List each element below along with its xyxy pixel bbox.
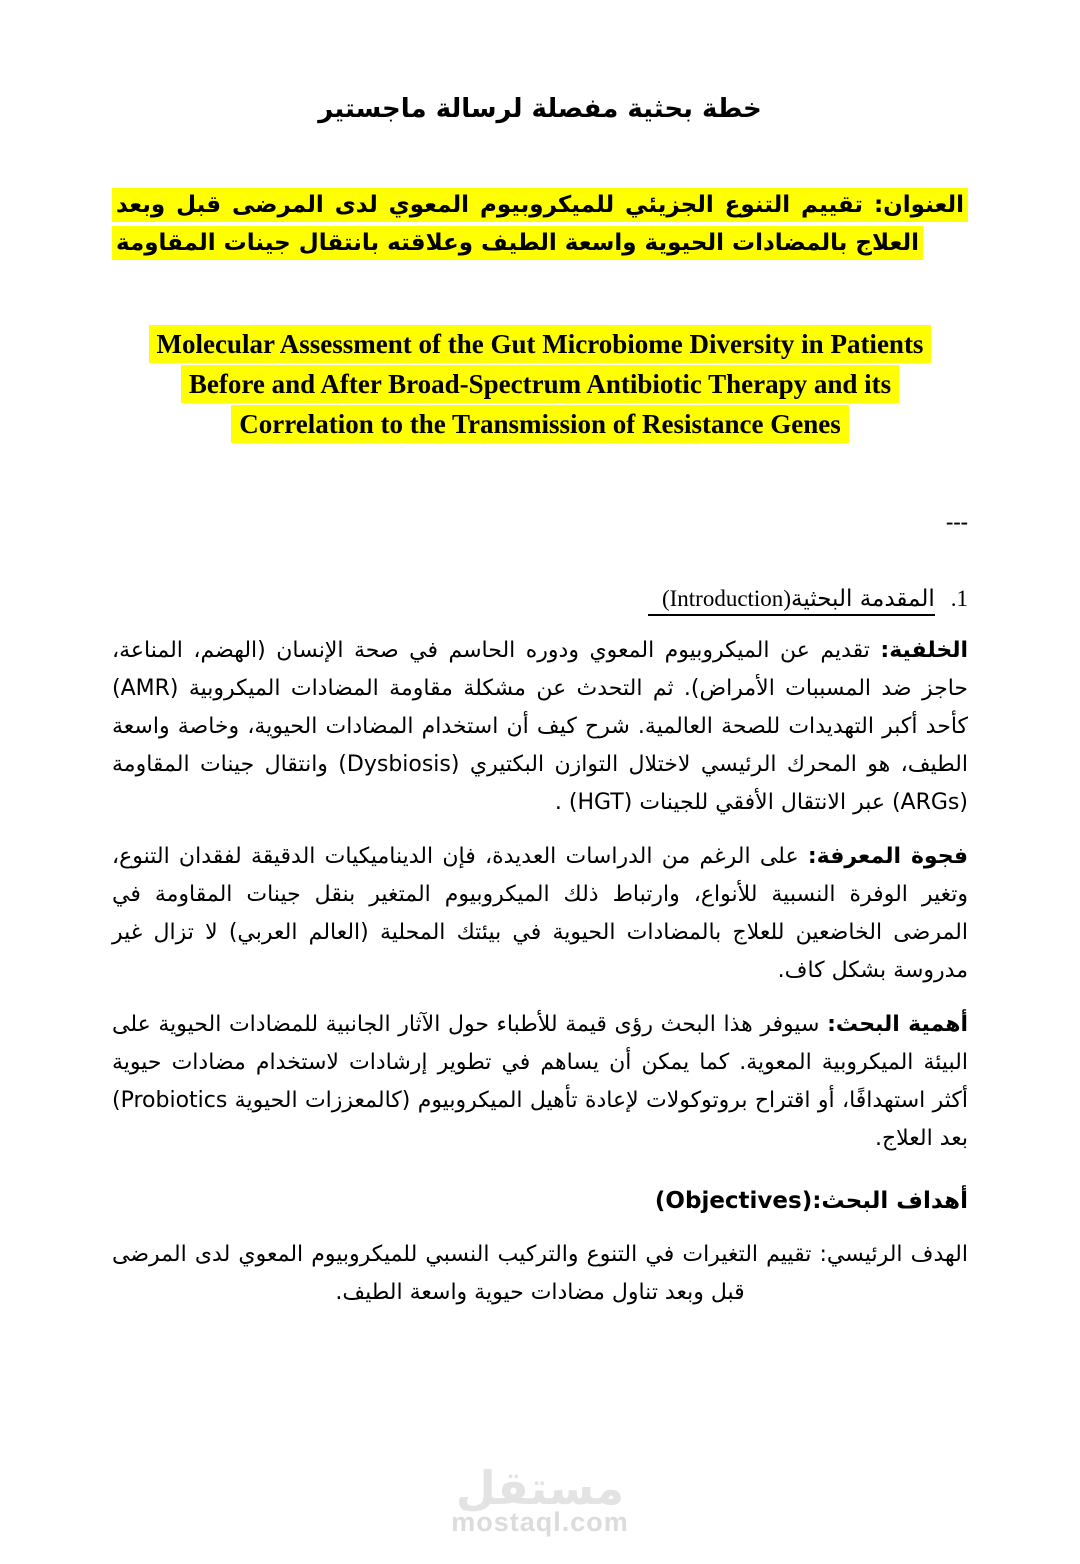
- english-title-line-3: [112, 404, 968, 444]
- paragraph-background-lead: الخلفية:: [880, 638, 969, 663]
- section-1-title-english: (Introduction): [661, 586, 791, 611]
- objectives-heading: أهداف البحث:(Objectives): [654, 1188, 968, 1214]
- english-title-line-1-text: Molecular Assessment of the Gut Microbiome Diversity in Patients: [149, 325, 932, 363]
- paragraph-significance-text: سيوفر هذا البحث رؤى قيمة للأطباء حول الآثار الجانبية للمضادات الحيوية على البيئة الميكروبية المعوية. كما يمكن أن يساهم في تطوير إرشادات لاستخدام مضادات حيوية أكثر استهدافًا، أو اقتراح بروتوكولات لإعادة تأهيل الميكروبيوم (كالمعززات الحيوية Probiotics) بعد العلاج.: [112, 1012, 968, 1151]
- separator-dashes: ---: [946, 509, 968, 534]
- english-title-line-1: [112, 324, 968, 364]
- mostaql-domain: mostaql.com: [451, 1507, 629, 1537]
- arabic-thesis-title: [112, 186, 968, 262]
- section-1-number: 1.: [950, 586, 968, 611]
- english-title-line-2-text: Before and After Broad-Spectrum Antibiotic Therapy and its: [181, 365, 899, 403]
- watermark: [0, 1461, 1080, 1537]
- arabic-thesis-title-text: العنوان: تقييم التنوع الجزيئي للميكروبيوم المعوي لدى المرضى قبل وبعد العلاج بالمضادات الحيوية واسعة الطيف وعلاقته بانتقال جينات المقاومة: [112, 188, 968, 260]
- paragraph-main-objective: الهدف الرئيسي: تقييم التغيرات في التنوع والتركيب النسبي للميكروبيوم المعوي لدى المرضى قبل وبعد تناول مضادات حيوية واسعة الطيف.: [112, 1242, 968, 1305]
- paragraph-knowledge-gap: [112, 838, 968, 990]
- english-title-line-2: [112, 364, 968, 404]
- paragraph-significance: [112, 1006, 968, 1158]
- paragraph-background: [112, 632, 968, 822]
- paragraph-knowledge-gap-text: على الرغم من الدراسات العديدة، فإن الديناميكيات الدقيقة لفقدان التنوع، وتغير الوفرة النسبية للأنواع، وارتباط ذلك الميكروبيوم المتغير بنقل جينات المقاومة في المرضى الخاضعين للعلاج بالمضادات الحيوية في بيئتك المحلية (العالم العربي) لا تزال غير مدروسة بشكل كاف.: [112, 844, 968, 983]
- document-page: [0, 92, 1080, 1564]
- section-1-title: [648, 586, 935, 616]
- section-1-title-arabic: المقدمة البحثية: [790, 586, 935, 612]
- mostaql-logo: مستقل: [455, 1461, 625, 1515]
- paragraph-background-text: تقديم عن الميكروبيوم المعوي ودوره الحاسم في صحة الإنسان (الهضم، المناعة، حاجز ضد المسببات الأمراض). ثم التحدث عن مشكلة مقاومة المضادات الميكروبية (AMR) كأحد أكبر التهديدات للصحة العالمية. شرح كيف أن استخدام المضادات الحيوية، وخاصة واسعة الطيف، هو المحرك الرئيسي لاختلال التوازن البكتيري (Dysbiosis) وانتقال جينات المقاومة (ARGs) عبر الانتقال الأفقي للجينات (HGT) .: [112, 638, 968, 815]
- section-1-heading: [112, 582, 968, 616]
- paragraph-significance-lead: أهمية البحث:: [827, 1012, 969, 1037]
- document-title: خطة بحثية مفصلة لرسالة ماجستير: [318, 94, 762, 124]
- english-thesis-title: [112, 324, 968, 444]
- english-title-line-3-text: Correlation to the Transmission of Resistance Genes: [231, 405, 848, 443]
- paragraph-knowledge-gap-lead: فجوة المعرفة:: [807, 844, 968, 869]
